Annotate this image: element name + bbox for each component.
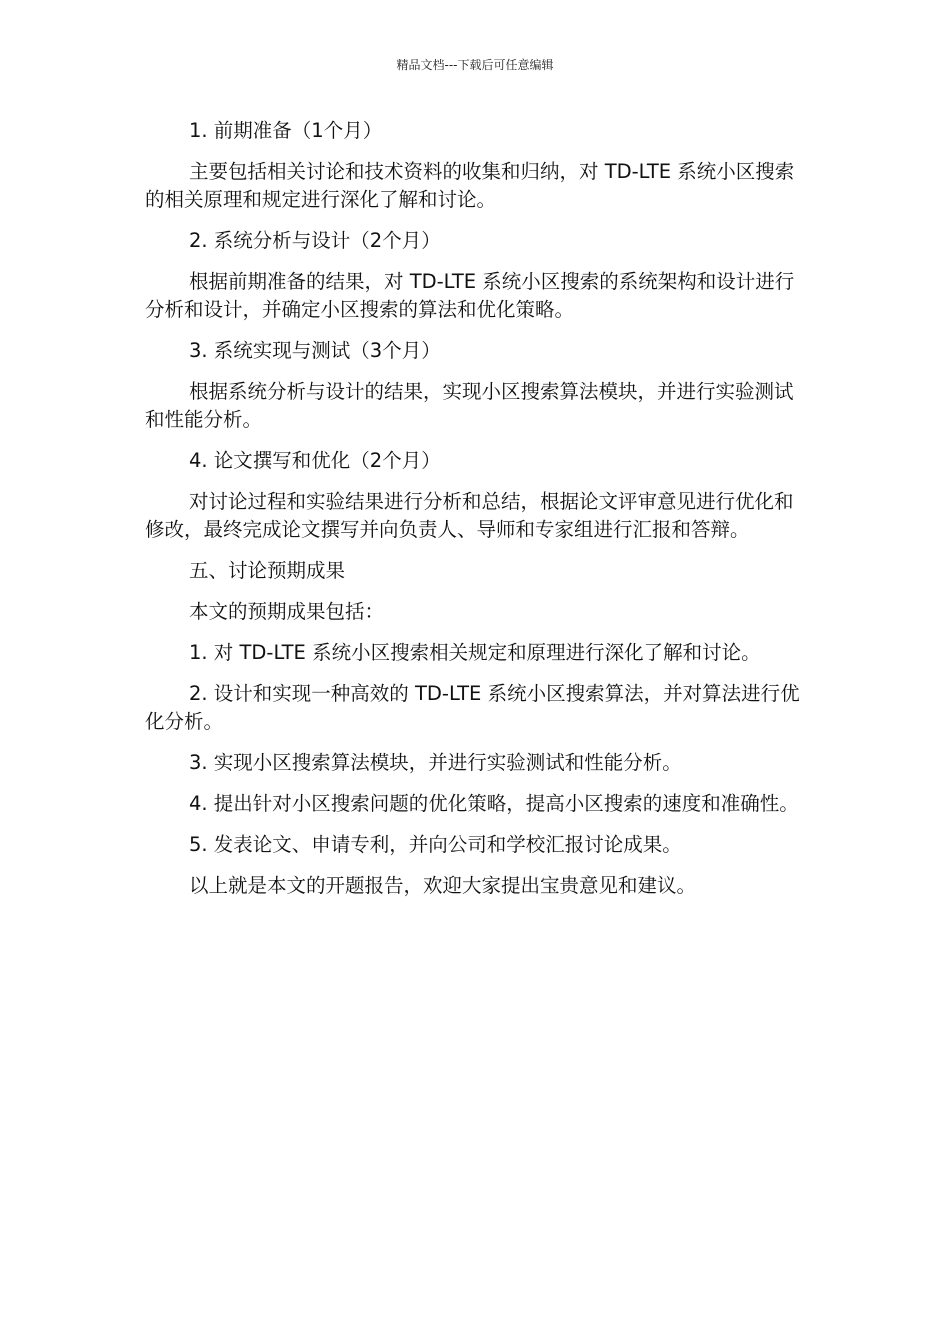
- phase-1-heading: 1. 前期准备（1个月）: [189, 119, 383, 142]
- phase-3-description: 根据系统分析与设计的结果，实现小区搜索算法模块，并进行实验测试和性能分析。: [145, 380, 794, 431]
- outcome-item-4: 4. 提出针对小区搜索问题的优化策略，提高小区搜索的速度和准确性。: [189, 792, 799, 815]
- closing-paragraph: 以上就是本文的开题报告，欢迎大家提出宝贵意见和建议。: [189, 874, 697, 897]
- phase-3-heading: 3. 系统实现与测试（3个月）: [189, 339, 441, 362]
- outcome-item-5: 5. 发表论文、申请专利，并向公司和学校汇报讨论成果。: [189, 833, 682, 856]
- section-5-heading: 五、讨论预期成果: [189, 559, 346, 582]
- outcomes-intro: 本文的预期成果包括：: [189, 600, 385, 623]
- phase-2-description: 根据前期准备的结果，对 TD-LTE 系统小区搜索的系统架构和设计进行分析和设计，并确定小区搜索的算法和优化策略。: [145, 270, 795, 321]
- outcome-item-1: 1. 对 TD-LTE 系统小区搜索相关规定和原理进行深化了解和讨论。: [189, 641, 761, 664]
- phase-4-heading: 4. 论文撰写和优化（2个月）: [189, 449, 441, 472]
- phase-2-heading: 2. 系统分析与设计（2个月）: [189, 229, 441, 252]
- phase-1-description: 主要包括相关讨论和技术资料的收集和归纳，对 TD-LTE 系统小区搜索的相关原理和规定进行深化了解和讨论。: [145, 160, 795, 211]
- outcome-item-3: 3. 实现小区搜索算法模块，并进行实验测试和性能分析。: [189, 751, 682, 774]
- outcome-item-2: 2. 设计和实现一种高效的 TD-LTE 系统小区搜索算法，并对算法进行优化分析。: [145, 682, 800, 733]
- phase-4-description: 对讨论过程和实验结果进行分析和总结，根据论文评审意见进行优化和修改，最终完成论文撰写并向负责人、导师和专家组进行汇报和答辩。: [145, 490, 794, 541]
- page-header: 精品文档---下载后可任意编辑: [396, 58, 554, 72]
- document-body: [145, 117, 805, 913]
